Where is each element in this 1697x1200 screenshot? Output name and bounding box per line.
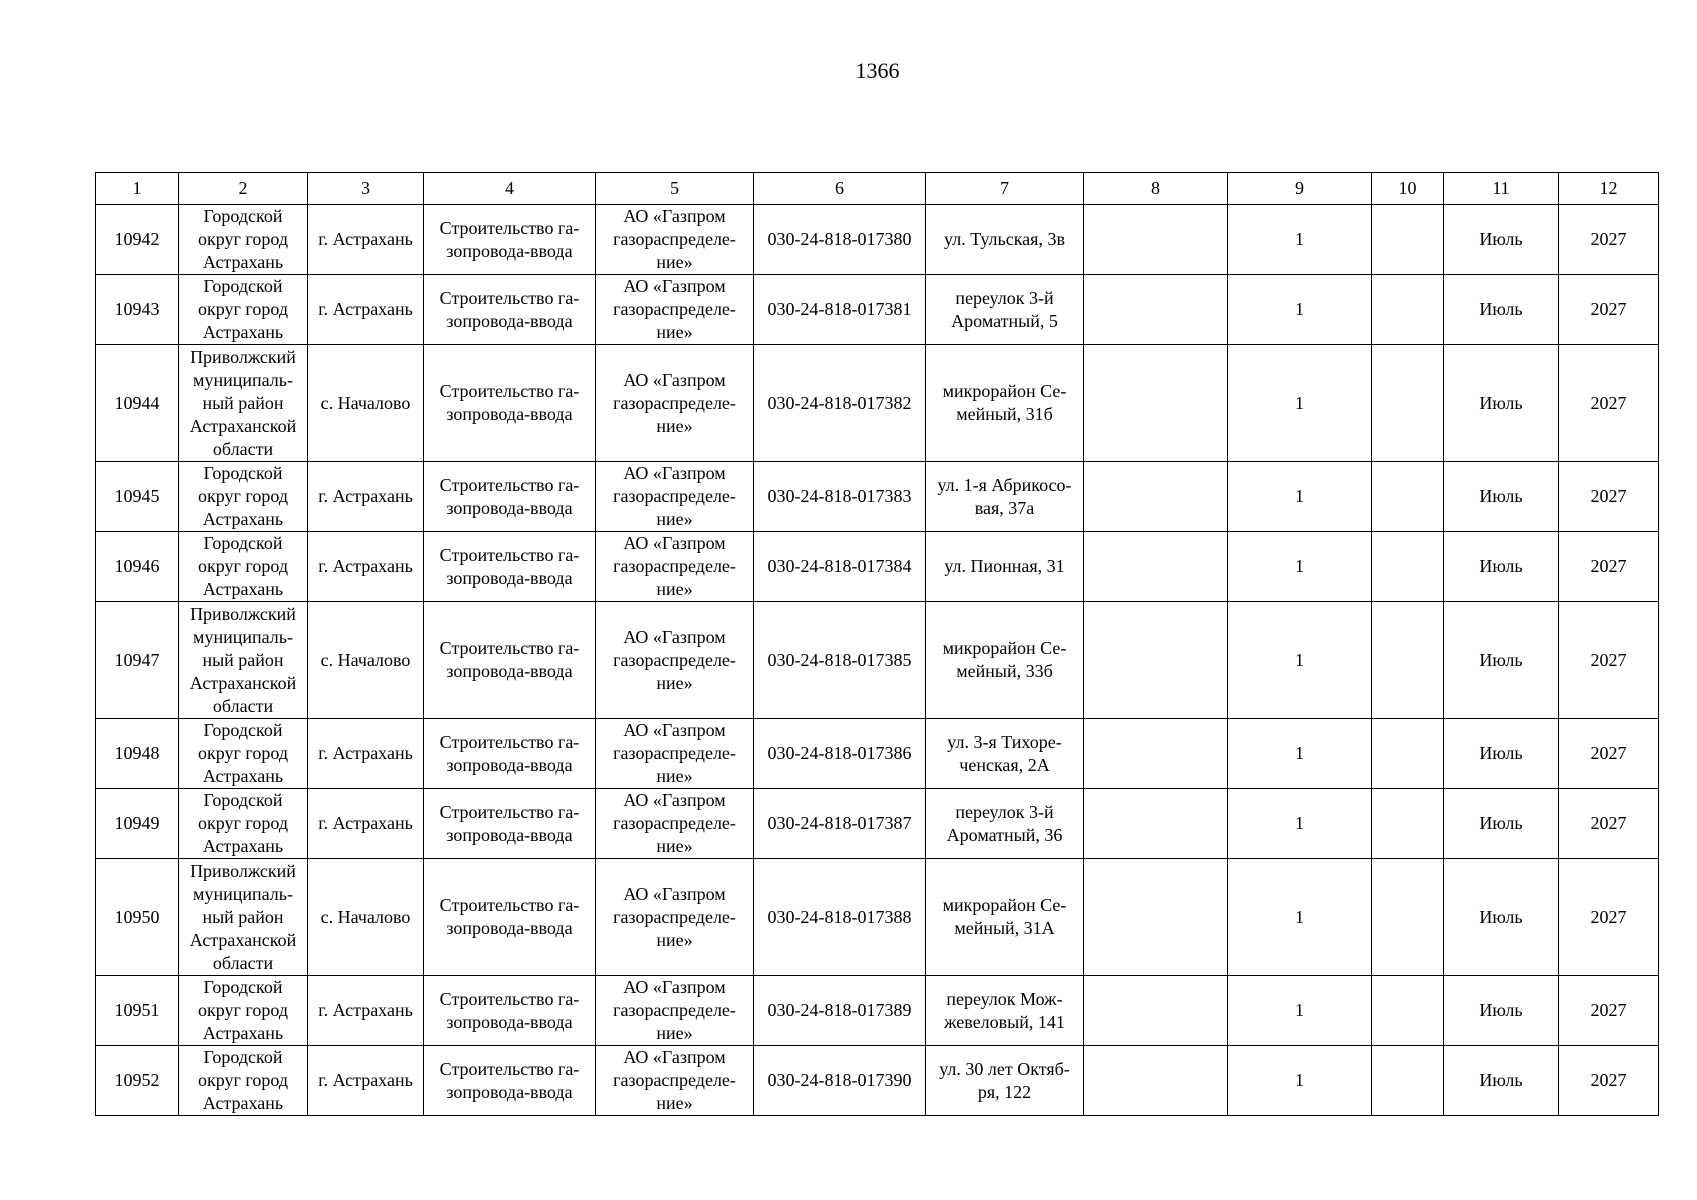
municipality-cell: Приволжский муниципаль- ный район Астраханской области (179, 345, 308, 462)
record-number-cell: 10945 (96, 462, 179, 532)
municipality-cell: Городской округ город Астрахань (179, 462, 308, 532)
table-header (96, 173, 1659, 205)
record-number-cell: 10950 (96, 859, 179, 976)
object-code-cell: 030-24-818-017388 (754, 859, 926, 976)
object-code-cell: 030-24-818-017387 (754, 789, 926, 859)
column-number: 4 (424, 173, 596, 205)
settlement-cell: с. Началово (308, 345, 424, 462)
year-cell: 2027 (1559, 719, 1659, 789)
quantity-cell: 1 (1228, 462, 1372, 532)
organization-cell: АО «Газпром газораспределе- ние» (596, 859, 754, 976)
record-number-cell: 10952 (96, 1046, 179, 1116)
column-8-cell (1084, 275, 1228, 345)
month-cell: Июль (1444, 719, 1559, 789)
column-number: 12 (1559, 173, 1659, 205)
column-number: 9 (1228, 173, 1372, 205)
organization-cell: АО «Газпром газораспределе- ние» (596, 205, 754, 275)
record-number-cell: 10942 (96, 205, 179, 275)
quantity-cell: 1 (1228, 205, 1372, 275)
year-cell: 2027 (1559, 789, 1659, 859)
column-number: 2 (179, 173, 308, 205)
settlement-cell: с. Началово (308, 602, 424, 719)
column-number: 10 (1372, 173, 1444, 205)
table-body (96, 205, 1659, 1116)
address-cell: ул. Пионная, 31 (926, 532, 1084, 602)
work-type-cell: Строительство га- зопровода-ввода (424, 789, 596, 859)
municipality-cell: Приволжский муниципаль- ный район Астраханской области (179, 859, 308, 976)
organization-cell: АО «Газпром газораспределе- ние» (596, 789, 754, 859)
record-number-cell: 10944 (96, 345, 179, 462)
quantity-cell: 1 (1228, 602, 1372, 719)
table-row (96, 602, 1659, 719)
settlement-cell: г. Астрахань (308, 532, 424, 602)
municipality-cell: Городской округ город Астрахань (179, 275, 308, 345)
address-cell: ул. 3-я Тихоре- ченская, 2А (926, 719, 1084, 789)
address-cell: микрорайон Се- мейный, 33б (926, 602, 1084, 719)
month-cell: Июль (1444, 462, 1559, 532)
settlement-cell: г. Астрахань (308, 719, 424, 789)
settlement-cell: г. Астрахань (308, 275, 424, 345)
column-10-cell (1372, 602, 1444, 719)
organization-cell: АО «Газпром газораспределе- ние» (596, 602, 754, 719)
object-code-cell: 030-24-818-017381 (754, 275, 926, 345)
address-cell: микрорайон Се- мейный, 31А (926, 859, 1084, 976)
table-row (96, 719, 1659, 789)
year-cell: 2027 (1559, 976, 1659, 1046)
month-cell: Июль (1444, 1046, 1559, 1116)
work-type-cell: Строительство га- зопровода-ввода (424, 719, 596, 789)
table-row (96, 462, 1659, 532)
month-cell: Июль (1444, 345, 1559, 462)
month-cell: Июль (1444, 859, 1559, 976)
month-cell: Июль (1444, 789, 1559, 859)
settlement-cell: с. Началово (308, 859, 424, 976)
column-8-cell (1084, 462, 1228, 532)
work-type-cell: Строительство га- зопровода-ввода (424, 859, 596, 976)
address-cell: ул. Тульская, 3в (926, 205, 1084, 275)
column-10-cell (1372, 1046, 1444, 1116)
settlement-cell: г. Астрахань (308, 205, 424, 275)
record-number-cell: 10947 (96, 602, 179, 719)
organization-cell: АО «Газпром газораспределе- ние» (596, 976, 754, 1046)
year-cell: 2027 (1559, 205, 1659, 275)
year-cell: 2027 (1559, 859, 1659, 976)
quantity-cell: 1 (1228, 1046, 1372, 1116)
year-cell: 2027 (1559, 462, 1659, 532)
municipality-cell: Городской округ город Астрахань (179, 719, 308, 789)
table-row (96, 1046, 1659, 1116)
record-number-cell: 10949 (96, 789, 179, 859)
object-code-cell: 030-24-818-017380 (754, 205, 926, 275)
address-cell: переулок 3-й Ароматный, 36 (926, 789, 1084, 859)
settlement-cell: г. Астрахань (308, 789, 424, 859)
municipality-cell: Городской округ город Астрахань (179, 205, 308, 275)
organization-cell: АО «Газпром газораспределе- ние» (596, 345, 754, 462)
record-number-cell: 10946 (96, 532, 179, 602)
work-type-cell: Строительство га- зопровода-ввода (424, 1046, 596, 1116)
table-row (96, 275, 1659, 345)
column-10-cell (1372, 859, 1444, 976)
column-number: 8 (1084, 173, 1228, 205)
column-8-cell (1084, 976, 1228, 1046)
organization-cell: АО «Газпром газораспределе- ние» (596, 462, 754, 532)
quantity-cell: 1 (1228, 976, 1372, 1046)
year-cell: 2027 (1559, 275, 1659, 345)
municipality-cell: Приволжский муниципаль- ный район Астраханской области (179, 602, 308, 719)
municipality-cell: Городской округ город Астрахань (179, 789, 308, 859)
year-cell: 2027 (1559, 532, 1659, 602)
column-number-row (96, 173, 1659, 205)
column-10-cell (1372, 205, 1444, 275)
municipality-cell: Городской округ город Астрахань (179, 532, 308, 602)
work-type-cell: Строительство га- зопровода-ввода (424, 602, 596, 719)
month-cell: Июль (1444, 532, 1559, 602)
column-8-cell (1084, 205, 1228, 275)
object-code-cell: 030-24-818-017389 (754, 976, 926, 1046)
column-10-cell (1372, 789, 1444, 859)
column-number: 1 (96, 173, 179, 205)
address-cell: микрорайон Се- мейный, 31б (926, 345, 1084, 462)
municipality-cell: Городской округ город Астрахань (179, 1046, 308, 1116)
municipality-cell: Городской округ город Астрахань (179, 976, 308, 1046)
table-row (96, 789, 1659, 859)
column-8-cell (1084, 789, 1228, 859)
organization-cell: АО «Газпром газораспределе- ние» (596, 1046, 754, 1116)
column-8-cell (1084, 1046, 1228, 1116)
column-number: 7 (926, 173, 1084, 205)
record-number-cell: 10948 (96, 719, 179, 789)
column-number: 3 (308, 173, 424, 205)
column-8-cell (1084, 345, 1228, 462)
work-type-cell: Строительство га- зопровода-ввода (424, 462, 596, 532)
quantity-cell: 1 (1228, 345, 1372, 462)
column-8-cell (1084, 719, 1228, 789)
work-type-cell: Строительство га- зопровода-ввода (424, 976, 596, 1046)
organization-cell: АО «Газпром газораспределе- ние» (596, 532, 754, 602)
object-code-cell: 030-24-818-017383 (754, 462, 926, 532)
object-code-cell: 030-24-818-017384 (754, 532, 926, 602)
settlement-cell: г. Астрахань (308, 1046, 424, 1116)
column-10-cell (1372, 532, 1444, 602)
column-8-cell (1084, 859, 1228, 976)
work-type-cell: Строительство га- зопровода-ввода (424, 532, 596, 602)
column-number: 5 (596, 173, 754, 205)
quantity-cell: 1 (1228, 789, 1372, 859)
object-code-cell: 030-24-818-017382 (754, 345, 926, 462)
object-code-cell: 030-24-818-017386 (754, 719, 926, 789)
settlement-cell: г. Астрахань (308, 976, 424, 1046)
quantity-cell: 1 (1228, 719, 1372, 789)
quantity-cell: 1 (1228, 275, 1372, 345)
organization-cell: АО «Газпром газораспределе- ние» (596, 275, 754, 345)
column-8-cell (1084, 602, 1228, 719)
address-cell: ул. 1-я Абрикосо- вая, 37а (926, 462, 1084, 532)
object-code-cell: 030-24-818-017390 (754, 1046, 926, 1116)
work-type-cell: Строительство га- зопровода-ввода (424, 345, 596, 462)
quantity-cell: 1 (1228, 532, 1372, 602)
table-row (96, 205, 1659, 275)
table-row (96, 976, 1659, 1046)
month-cell: Июль (1444, 976, 1559, 1046)
column-10-cell (1372, 719, 1444, 789)
month-cell: Июль (1444, 275, 1559, 345)
quantity-cell: 1 (1228, 859, 1372, 976)
column-8-cell (1084, 532, 1228, 602)
address-cell: переулок Мож- жевеловый, 141 (926, 976, 1084, 1046)
table-row (96, 345, 1659, 462)
year-cell: 2027 (1559, 602, 1659, 719)
year-cell: 2027 (1559, 345, 1659, 462)
year-cell: 2027 (1559, 1046, 1659, 1116)
month-cell: Июль (1444, 602, 1559, 719)
register-table (95, 172, 1659, 1116)
organization-cell: АО «Газпром газораспределе- ние» (596, 719, 754, 789)
record-number-cell: 10943 (96, 275, 179, 345)
address-cell: переулок 3-й Ароматный, 5 (926, 275, 1084, 345)
table-row (96, 532, 1659, 602)
page-number: 1366 (855, 58, 900, 83)
table-row (96, 859, 1659, 976)
column-10-cell (1372, 275, 1444, 345)
object-code-cell: 030-24-818-017385 (754, 602, 926, 719)
work-type-cell: Строительство га- зопровода-ввода (424, 275, 596, 345)
address-cell: ул. 30 лет Октяб- ря, 122 (926, 1046, 1084, 1116)
work-type-cell: Строительство га- зопровода-ввода (424, 205, 596, 275)
record-number-cell: 10951 (96, 976, 179, 1046)
column-10-cell (1372, 345, 1444, 462)
month-cell: Июль (1444, 205, 1559, 275)
settlement-cell: г. Астрахань (308, 462, 424, 532)
column-10-cell (1372, 976, 1444, 1046)
column-number: 11 (1444, 173, 1559, 205)
column-number: 6 (754, 173, 926, 205)
column-10-cell (1372, 462, 1444, 532)
